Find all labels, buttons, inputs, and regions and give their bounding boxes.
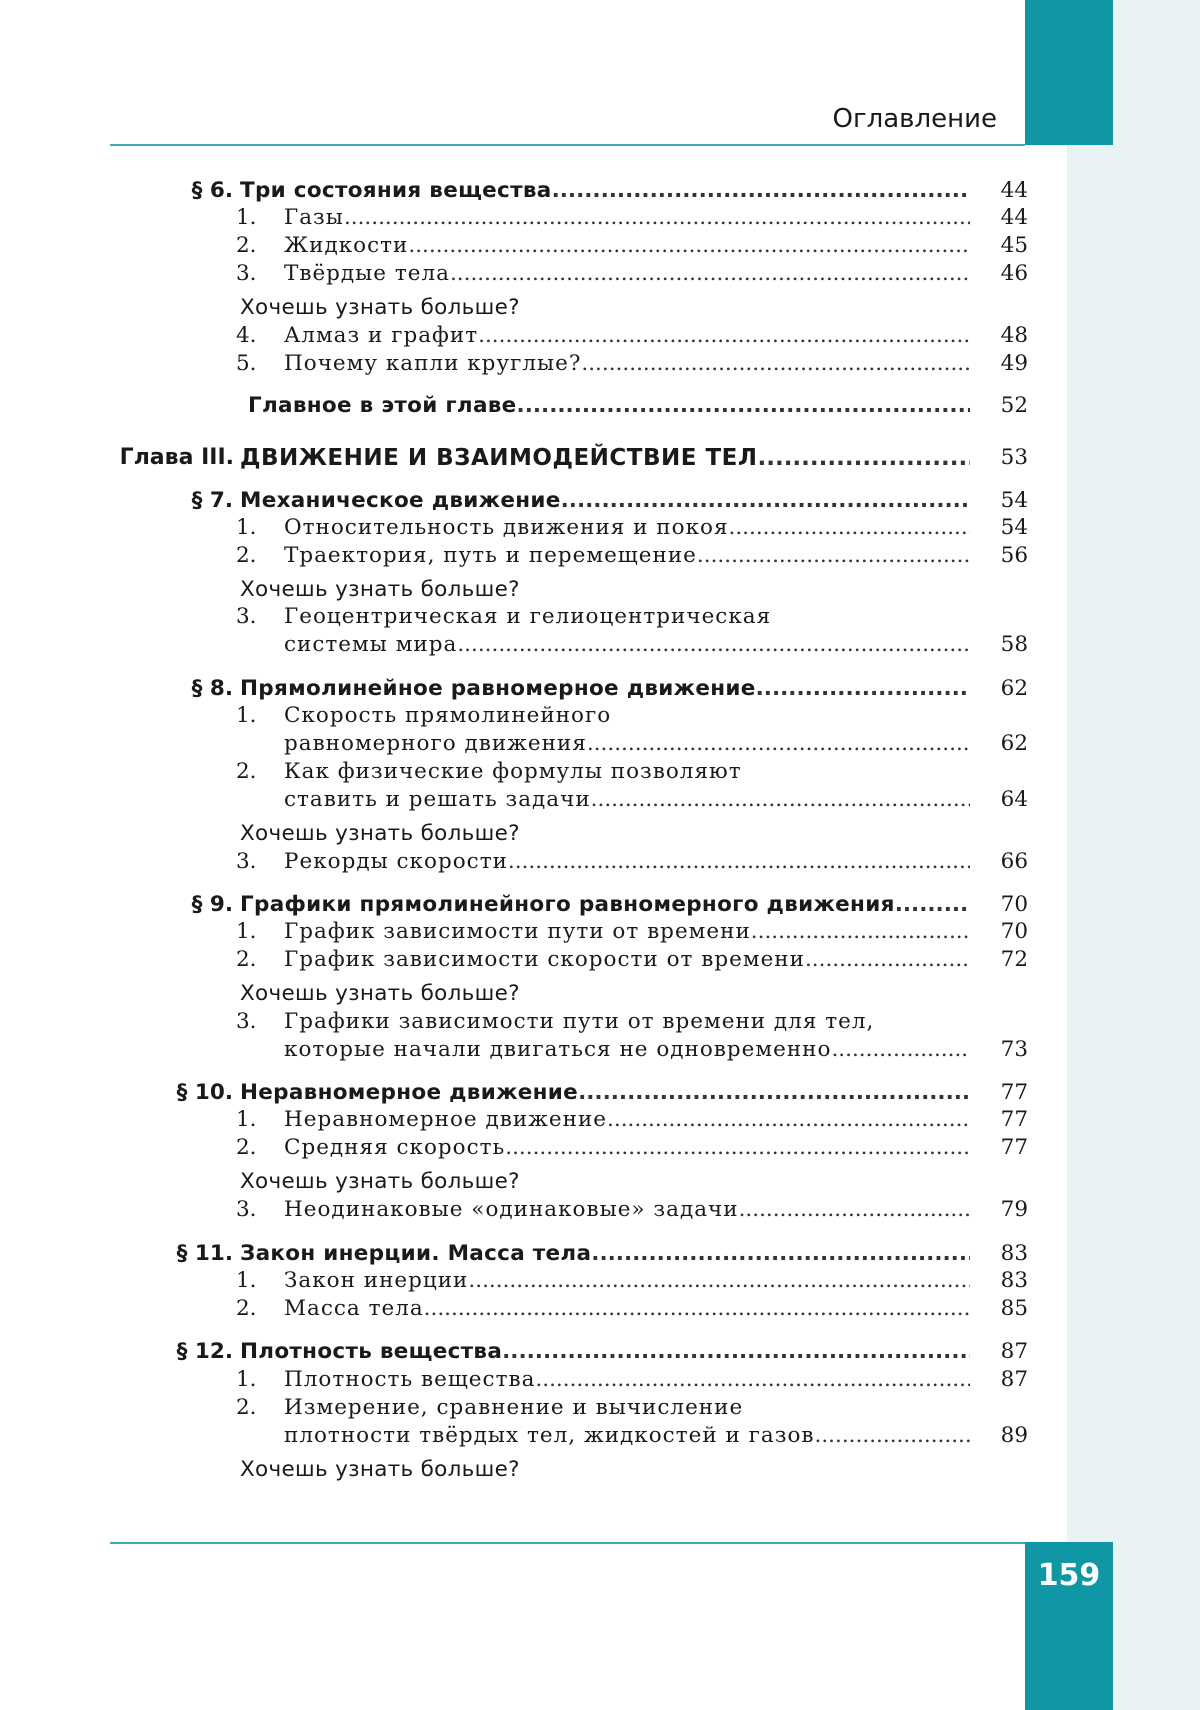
running-header: Оглавление <box>0 104 997 134</box>
dot-leader: .................................................. <box>561 488 970 513</box>
toc-row-chap <box>0 443 1030 473</box>
toc-entry-number: 2. <box>236 1133 266 1163</box>
toc-page-number: 46 <box>982 259 1028 289</box>
toc-entry-title: Как физические формулы позволяют <box>284 757 970 787</box>
toc-entry-title: Алмаз и графит........................................................................ <box>284 321 970 351</box>
dot-leader: ........................................ <box>697 543 970 568</box>
dot-leader: ........................................................ <box>581 351 970 376</box>
toc-page-number: 85 <box>982 1294 1028 1324</box>
toc-entry-number: 5. <box>236 349 266 379</box>
toc-entry-title: которые начали двигаться не одновременно.................... <box>284 1035 970 1065</box>
toc-entry-title: Неодинаковые «одинаковые» задачи.................................. <box>284 1195 970 1225</box>
toc-entry-number: 3. <box>236 847 266 877</box>
dot-leader: ........................................................ <box>587 731 970 756</box>
toc-row-item <box>0 259 1030 289</box>
toc-row-item <box>0 349 1030 379</box>
toc-row-sec <box>0 1337 1030 1367</box>
toc-row-item <box>0 602 1030 632</box>
toc-entry-number: 2. <box>236 1393 266 1423</box>
header-rule <box>110 144 1025 146</box>
toc-entry-title: Измерение, сравнение и вычисление <box>284 1393 970 1423</box>
toc-entry-number: 3. <box>236 602 266 632</box>
dot-leader: ................................ <box>751 919 970 944</box>
toc-entry-title: Графики прямолинейного равномерного движения......... <box>240 890 970 920</box>
toc-entry-number: 3. <box>236 259 266 289</box>
toc-entry-title: Плотность вещества......................................................... <box>240 1337 970 1367</box>
dot-leader: .................................................................................. <box>408 233 970 258</box>
toc-entry-title: равномерного движения........................................................ <box>284 729 970 759</box>
dot-leader: ............................................................... <box>535 1367 970 1392</box>
toc-entry-title: Плотность вещества............................................................... <box>284 1365 970 1395</box>
toc-page-number: 52 <box>982 391 1028 421</box>
dot-leader: ........................................................................... <box>457 632 970 657</box>
dot-leader: .................................................................... <box>508 849 970 874</box>
toc-page-number: 62 <box>982 729 1028 759</box>
toc-row-item <box>0 945 1030 975</box>
toc-entry-title: Графики зависимости пути от времени для тел, <box>284 1007 970 1037</box>
toc-entry-title: Хочешь узнать больше? <box>240 575 940 605</box>
toc-page-number: 53 <box>982 443 1028 473</box>
side-band <box>1067 0 1200 1710</box>
toc-row-more <box>0 1167 1030 1197</box>
dot-leader: .................................. <box>739 1197 970 1222</box>
toc-page-number: 44 <box>982 203 1028 233</box>
toc-page-number: 83 <box>982 1239 1028 1269</box>
toc-row-summ <box>0 391 1030 421</box>
dot-leader: .......................... <box>756 676 970 701</box>
toc-page-number: 77 <box>982 1133 1028 1163</box>
toc-row-more <box>0 1455 1030 1485</box>
toc-row-item <box>0 1266 1030 1296</box>
toc-entry-number: 2. <box>236 945 266 975</box>
toc-page-number: 77 <box>982 1105 1028 1135</box>
toc-page-number: 77 <box>982 1078 1028 1108</box>
dot-leader: .................................................. <box>578 1080 970 1105</box>
toc-entry-title: Механическое движение.................................................. <box>240 486 970 516</box>
toc-page-number: 72 <box>982 945 1028 975</box>
toc-entry-title: Траектория, путь и перемещение........................................ <box>284 541 970 571</box>
dot-leader: ................................................... <box>552 178 970 203</box>
toc-entry-number: 4. <box>236 321 266 351</box>
toc-row-item <box>0 321 1030 351</box>
toc-row-more <box>0 819 1030 849</box>
toc-entry-title: Хочешь узнать больше? <box>240 1167 940 1197</box>
toc-page-number: 79 <box>982 1195 1028 1225</box>
toc-entry-title: Хочешь узнать больше? <box>240 1455 940 1485</box>
toc-row-item <box>0 1133 1030 1163</box>
toc-page-number: 70 <box>982 890 1028 920</box>
toc-page-number: 45 <box>982 231 1028 261</box>
toc-page-number: 87 <box>982 1365 1028 1395</box>
toc-page-number: 73 <box>982 1035 1028 1065</box>
toc-entry-number: 1. <box>236 917 266 947</box>
dot-leader: .................................................. <box>591 1241 970 1266</box>
toc-page-number: 62 <box>982 674 1028 704</box>
toc-entry-number: 2. <box>236 757 266 787</box>
toc-entry-number: 2. <box>236 541 266 571</box>
toc-entry-number: Глава III. <box>100 443 234 473</box>
toc-row-sec <box>0 176 1030 206</box>
dot-leader: ......................... <box>757 445 970 471</box>
toc-page-number: 44 <box>982 176 1028 206</box>
dot-leader: .................... <box>831 1037 970 1062</box>
toc-entry-title: Жидкости.................................................................................. <box>284 231 970 261</box>
toc-row-item <box>0 1294 1030 1324</box>
toc-entry-number: 1. <box>236 701 266 731</box>
toc-row-item <box>0 1195 1030 1225</box>
dot-leader: ................................................................................ <box>424 1296 970 1321</box>
toc-entry-number: § 8. <box>160 674 233 704</box>
toc-entry-title: Относительность движения и покоя................................... <box>284 513 970 543</box>
toc-page-number: 49 <box>982 349 1028 379</box>
dot-leader: ........................................................................ <box>478 323 970 348</box>
toc-entry-title: Хочешь узнать больше? <box>240 979 940 1009</box>
toc-row-cont <box>0 729 1030 759</box>
toc-row-item <box>0 917 1030 947</box>
toc-entry-number: § 12. <box>160 1337 233 1367</box>
toc-row-cont <box>0 1035 1030 1065</box>
toc-page-number: 54 <box>982 486 1028 516</box>
toc-entry-title: Геоцентрическая и гелиоцентрическая <box>284 602 970 632</box>
toc-entry-title: График зависимости пути от времени................................ <box>284 917 970 947</box>
toc-row-item <box>0 1365 1030 1395</box>
toc-row-item <box>0 541 1030 571</box>
toc-entry-number: § 11. <box>160 1239 233 1269</box>
dot-leader: .................................................................................................... <box>344 205 970 230</box>
toc-entry-number: § 7. <box>160 486 233 516</box>
toc-entry-title: ДВИЖЕНИЕ И ВЗАИМОДЕЙСТВИЕ ТЕЛ......................... <box>240 443 970 473</box>
dot-leader: ............................................................................ <box>450 261 970 286</box>
toc-page-number: 56 <box>982 541 1028 571</box>
toc-entry-title: График зависимости скорости от времени......................... <box>284 945 970 975</box>
toc-entry-title: Скорость прямолинейного <box>284 701 970 731</box>
toc-row-sec <box>0 1078 1030 1108</box>
dot-leader: ......... <box>895 892 970 917</box>
toc-entry-title: Неравномерное движение.................................................. <box>240 1078 970 1108</box>
toc-row-more <box>0 979 1030 1009</box>
toc-row-item <box>0 513 1030 543</box>
toc-entry-number: 1. <box>236 1266 266 1296</box>
toc-entry-title: Хочешь узнать больше? <box>240 819 940 849</box>
toc-entry-title: ставить и решать задачи........................................................ <box>284 785 970 815</box>
toc-row-cont <box>0 630 1030 660</box>
toc-row-item <box>0 1393 1030 1423</box>
toc-entry-number: 1. <box>236 513 266 543</box>
toc-page-number: 48 <box>982 321 1028 351</box>
toc-row-sec <box>0 486 1030 516</box>
toc-entry-title: Главное в этой главе........................................................ <box>248 391 970 421</box>
toc-entry-title: Газы.................................................................................................... <box>284 203 970 233</box>
toc-row-item <box>0 1007 1030 1037</box>
toc-page-number: 89 <box>982 1421 1028 1451</box>
toc-entry-title: Закон инерции. Масса тела.................................................. <box>240 1239 970 1269</box>
toc-page-number: 58 <box>982 630 1028 660</box>
toc-page-number: 87 <box>982 1337 1028 1367</box>
dot-leader: ........................................................................... <box>468 1268 970 1293</box>
toc-entry-number: 2. <box>236 231 266 261</box>
toc-entry-title: Почему капли круглые?........................................................ <box>284 349 970 379</box>
toc-entry-number: 1. <box>236 203 266 233</box>
toc-entry-title: системы мира........................................................................... <box>284 630 970 660</box>
toc-entry-title: Прямолинейное равномерное движение.......................... <box>240 674 970 704</box>
dot-leader: ................................... <box>729 515 970 540</box>
dot-leader: ........................................................ <box>517 393 970 418</box>
dot-leader: ......................................................... <box>502 1339 970 1364</box>
toc-entry-title: Закон инерции........................................................................... <box>284 1266 970 1296</box>
footer-rule <box>110 1542 1025 1544</box>
toc-entry-number: § 6. <box>160 176 233 206</box>
toc-row-more <box>0 293 1030 323</box>
toc-row-item <box>0 757 1030 787</box>
toc-entry-number: 2. <box>236 1294 266 1324</box>
toc-row-item <box>0 1105 1030 1135</box>
dot-leader: ..................................................... <box>607 1107 970 1132</box>
toc-entry-number: § 10. <box>160 1078 233 1108</box>
toc-row-item <box>0 847 1030 877</box>
toc-entry-number: 1. <box>236 1365 266 1395</box>
top-accent-tab <box>1025 0 1113 145</box>
toc-page-number: 54 <box>982 513 1028 543</box>
toc-entry-title: Хочешь узнать больше? <box>240 293 940 323</box>
toc-entry-title: Средняя скорость.................................................................... <box>284 1133 970 1163</box>
toc-entry-title: Рекорды скорости.................................................................... <box>284 847 970 877</box>
toc-row-more <box>0 575 1030 605</box>
toc-page-number: 83 <box>982 1266 1028 1296</box>
toc-row-sec <box>0 674 1030 704</box>
toc-row-sec <box>0 890 1030 920</box>
toc-row-cont <box>0 785 1030 815</box>
toc-entry-number: 1. <box>236 1105 266 1135</box>
toc-page-number: 66 <box>982 847 1028 877</box>
toc-entry-title: Неравномерное движение..................................................... <box>284 1105 970 1135</box>
toc-row-cont <box>0 1421 1030 1451</box>
dot-leader: .................................................................... <box>505 1135 970 1160</box>
toc-page-number: 64 <box>982 785 1028 815</box>
toc-entry-title: плотности твёрдых тел, жидкостей и газов......................... <box>284 1421 970 1451</box>
toc-entry-title: Три состояния вещества................................................... <box>240 176 970 206</box>
dot-leader: ......................... <box>805 947 970 972</box>
dot-leader: ......................... <box>815 1423 970 1448</box>
toc-entry-number: 3. <box>236 1007 266 1037</box>
toc-entry-number: 3. <box>236 1195 266 1225</box>
toc-entry-title: Твёрдые тела............................................................................ <box>284 259 970 289</box>
toc-row-item <box>0 203 1030 233</box>
toc-row-item <box>0 701 1030 731</box>
toc-entry-number: § 9. <box>160 890 233 920</box>
toc-page-number: 70 <box>982 917 1028 947</box>
toc-row-sec <box>0 1239 1030 1269</box>
toc-entry-title: Масса тела................................................................................ <box>284 1294 970 1324</box>
toc-row-item <box>0 231 1030 261</box>
page-number: 159 <box>1025 1558 1113 1593</box>
dot-leader: ........................................................ <box>591 787 970 812</box>
